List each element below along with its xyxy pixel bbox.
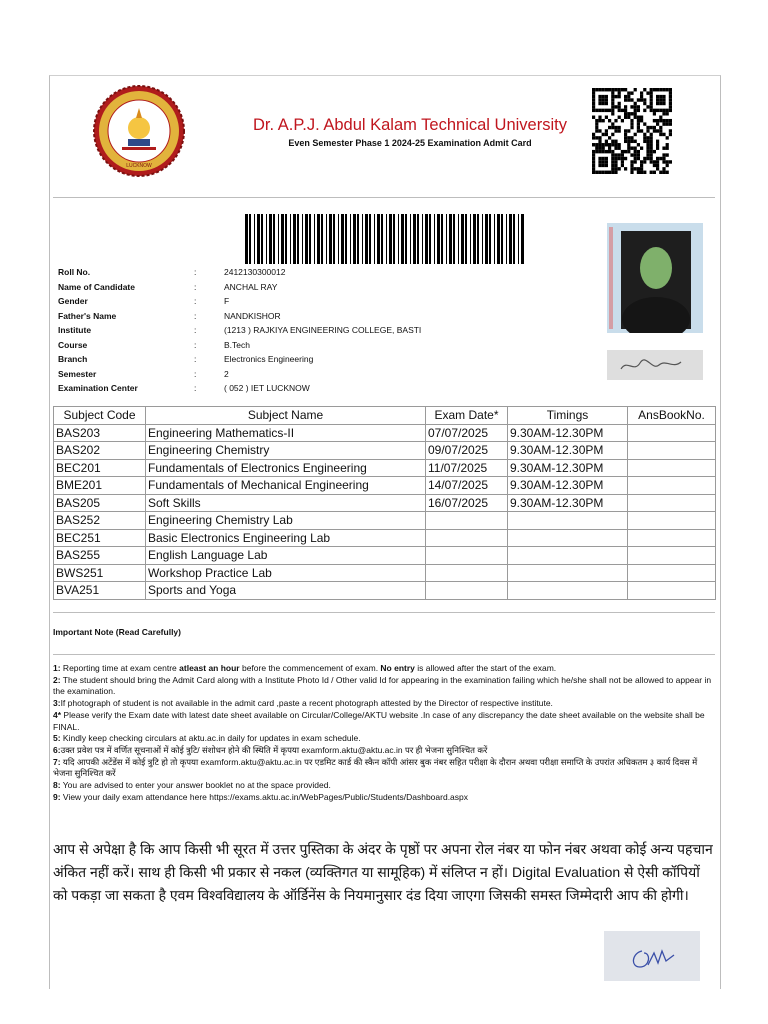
table-row [54,529,716,547]
note-emphasis: No entry [380,663,415,673]
note-text: Reporting time at exam centre [60,663,180,673]
timings-cell: 9.30AM-12.30PM [508,477,628,495]
exam-date-cell: 16/07/2025 [426,494,508,512]
note-text: If photograph of student is not available in the admit card ,paste a recent photograph attested by the Director of respective institute. [60,698,553,709]
timings-cell [508,582,628,600]
note-9 [53,792,717,804]
table-row [54,564,716,582]
candidate-signature [607,350,703,380]
subject-code-cell: BAS203 [54,424,146,442]
ansbookno-cell [628,529,716,547]
detail-label: Gender [58,296,88,306]
note-text: before the commencement of exam. [239,663,381,673]
note-3 [53,698,717,710]
subject-code-cell: BVA251 [54,582,146,600]
subject-name-cell: Soft Skills [146,494,426,512]
subject-name-cell: Basic Electronics Engineering Lab [146,529,426,547]
important-note-title: Important Note (Read Carefully) [53,627,181,637]
exam-date-cell [426,564,508,582]
timings-cell [508,512,628,530]
institute-value: (1213 ) RAJKIYA ENGINEERING COLLEGE, BASTI [224,325,422,335]
subject-name-cell: Engineering Chemistry [146,442,426,460]
detail-label: Semester [58,368,97,379]
university-title: Dr. A.P.J. Abdul Kalam Technical University [253,116,567,134]
qr-code-icon [592,88,672,174]
note-number: 9: [53,791,61,802]
detail-label: Name of Candidate [58,281,135,292]
note-text: Kindly keep checking circulars at aktu.ac.in daily for updates in exam schedule. [60,733,361,744]
ansbookno-cell [628,442,716,460]
detail-label: Father's Name [58,310,117,321]
ansbookno-cell [628,494,716,512]
note-number: 7: [53,756,61,767]
detail-label: Examination Center [58,383,138,393]
subject-name-cell: Engineering Chemistry Lab [146,512,426,530]
note-text: You are advised to enter your answer booklet no at the space provided. [60,780,331,791]
ansbookno-cell [628,512,716,530]
note-7 [53,757,717,780]
seal-text: LUCKNOW [126,163,152,169]
detail-label: Institute [58,325,92,335]
detail-separator: : [194,339,197,350]
note-number: 3: [53,698,61,709]
exam-date-cell [426,512,508,530]
note-text: View your daily exam attendance here https://exams.aktu.ac.in/WebPages/Public/Students/Dashboard.aspx [60,791,469,802]
column-header-subject-name: Subject Name [146,407,426,425]
exam-date-cell: 11/07/2025 [426,459,508,477]
subject-code-cell: BME201 [54,477,146,495]
note-number: 2: [53,674,61,685]
detail-separator: : [194,383,197,393]
note-number: 6: [53,744,61,755]
subject-code-cell: BAS205 [54,494,146,512]
timings-cell [508,529,628,547]
note-text: is allowed after the start of the exam. [414,663,557,673]
subject-name-cell: English Language Lab [146,547,426,565]
subject-code-cell: BAS202 [54,442,146,460]
detail-separator: : [194,281,197,292]
barcode-icon [243,214,527,264]
table-row [54,424,716,442]
exam-date-cell [426,547,508,565]
note-number: 1: [53,663,61,673]
note-number: 8: [53,780,61,791]
table-row [54,494,716,512]
subject-code-cell: BEC251 [54,529,146,547]
subject-table [53,406,716,600]
notes-list [53,663,717,803]
note-text: The student should bring the Admit Card along with a Institute Photo Id / Other valid Id for appearing in the examination failing which he/she shall not be allowed to appear in the examination. [53,674,712,697]
detail-separator: : [194,354,197,364]
subject-code-cell: BAS255 [54,547,146,565]
note-8 [53,780,717,792]
subject-code-cell: BAS252 [54,512,146,530]
ansbookno-cell [628,459,716,477]
subject-name-cell: Engineering Mathematics-II [146,424,426,442]
subject-code-cell: BWS251 [54,564,146,582]
exam-date-cell: 09/07/2025 [426,442,508,460]
subject-code-cell: BEC201 [54,459,146,477]
column-header-exam-date: Exam Date* [426,407,508,425]
father-name-value: NANDKISHOR [224,310,281,321]
hindi-instruction-paragraph: आप से अपेक्षा है कि आप किसी भी सूरत में उत्तर पुस्तिका के अंदर के पृष्ठों पर अपना रोल नंबर या फोन नंबर अथवा कोई अन्य पहचान अंकित नहीं करें। साथ ही किसी भी प्रकार से नकल (व्यक्तिगत या सामूहिक) में संलिप्त न हों। Digital Evaluation से ऐसी कॉपियों को पकड़ा जा सकता है एवम विश्वविद्यालय के ऑर्डिनेंस के नियमानुसार दंड दिया जाएगा जिसकी समस्त जिम्मेदारी आप की होगी। [53,841,713,903]
note-4 [53,710,717,733]
admit-card-subtitle: Even Semester Phase 1 2024-25 Examination Admit Card [288,138,532,148]
exam-date-cell: 14/07/2025 [426,477,508,495]
note-text: यदि आपकी अटेंडेंस में कोई त्रुटि हो तो कृपया examform.aktu@aktu.ac.in पर एडमिट कार्ड की स्कैन कॉपी आंसर बुक नंबर सहित परीक्षा के दौरान अथवा परीक्षा समाप्ति के उपरांत अधिकतम ३ कार्य दिवस में भेजना सुनिश्चित करें [53,756,698,779]
ansbookno-cell [628,582,716,600]
column-header-timings: Timings [508,407,628,425]
timings-cell: 9.30AM-12.30PM [508,494,628,512]
note-6 [53,745,717,757]
table-header-row [54,407,716,425]
divider [53,197,715,198]
course-value: B.Tech [224,339,250,350]
table-row [54,512,716,530]
table-row [54,477,716,495]
ansbookno-cell [628,564,716,582]
ansbookno-cell [628,424,716,442]
note-text: Please verify the Exam date with latest date sheet available on Circular/College/AKTU website .In case of any discrepancy the date sheet available on the website shall be FINAL. [53,709,705,732]
subject-name-cell: Workshop Practice Lab [146,564,426,582]
divider [53,612,715,613]
table-row [54,442,716,460]
note-2 [53,675,717,698]
table-row [54,459,716,477]
note-emphasis: atleast an hour [179,663,240,673]
note-5 [53,733,717,745]
divider [53,654,715,655]
controller-signature [604,931,700,981]
candidate-name-value: ANCHAL RAY [224,281,278,292]
timings-cell [508,547,628,565]
table-row [54,547,716,565]
column-header-ansbookno: AnsBookNo. [628,407,716,425]
subject-name-cell: Fundamentals of Electronics Engineering [146,459,426,477]
table-row [54,582,716,600]
roll-no-value: 2412130300012 [224,267,286,277]
detail-separator: : [194,310,197,321]
admit-card [49,75,721,989]
ansbookno-cell [628,547,716,565]
detail-separator: : [194,325,197,335]
detail-separator: : [194,368,197,379]
detail-separator: : [194,267,197,277]
timings-cell: 9.30AM-12.30PM [508,442,628,460]
semester-value: 2 [224,368,229,379]
note-number: 5: [53,733,61,744]
detail-separator: : [194,296,197,306]
ansbookno-cell [628,477,716,495]
note-number: 4* [53,709,62,720]
candidate-photo [607,223,703,333]
exam-center-value: ( 052 ) IET LUCKNOW [224,383,310,393]
column-header-subject-code: Subject Code [54,407,146,425]
detail-label: Branch [58,354,88,364]
exam-date-cell: 07/07/2025 [426,424,508,442]
note-text: उक्त प्रवेश पत्र में वर्णित सूचनाओं में कोई त्रुटि/ संशोधन होने की स्थिति में कृपया examform.aktu@aktu.ac.in पर ही भेजना सुनिश्चित करें [60,744,488,755]
subject-name-cell: Sports and Yoga [146,582,426,600]
exam-date-cell [426,582,508,600]
gender-value: F [224,296,230,306]
branch-value: Electronics Engineering [224,354,314,364]
timings-cell: 9.30AM-12.30PM [508,459,628,477]
exam-date-cell [426,529,508,547]
note-1 [53,663,717,675]
timings-cell: 9.30AM-12.30PM [508,424,628,442]
detail-label: Roll No. [58,267,91,277]
university-seal-icon [92,84,186,178]
detail-label: Course [58,339,88,350]
timings-cell [508,564,628,582]
subject-name-cell: Fundamentals of Mechanical Engineering [146,477,426,495]
